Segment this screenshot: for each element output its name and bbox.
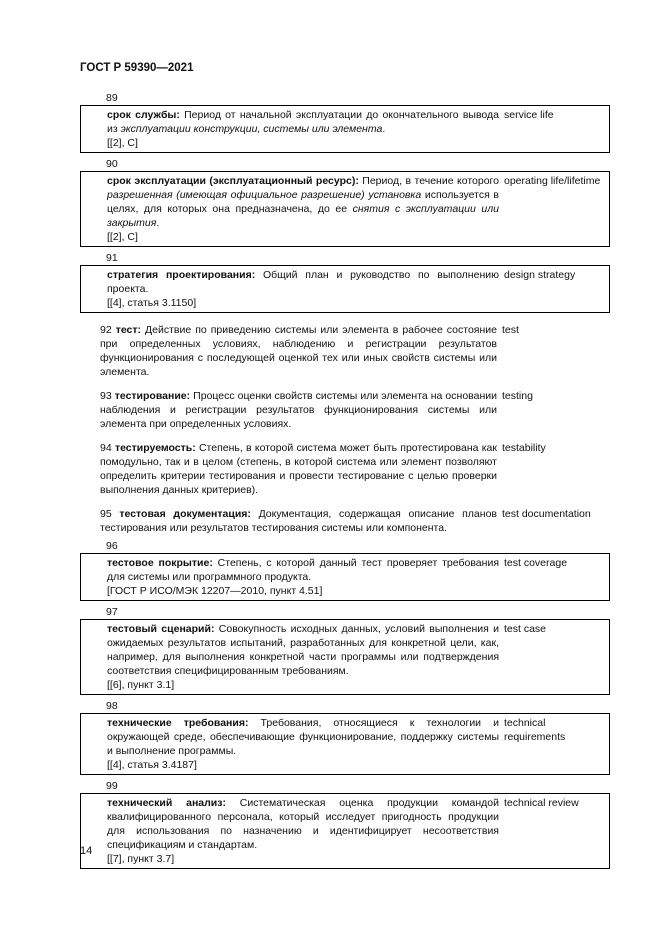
term-name: тестовый сценарий: [107, 623, 215, 635]
term-entry [80, 713, 610, 775]
term-entry [80, 619, 610, 695]
entry-number: 96 [106, 540, 118, 552]
term-definition [80, 441, 497, 497]
definition-text: . [382, 123, 386, 135]
english-equivalent: test coverage [504, 557, 568, 569]
entry-number: 94 [100, 442, 112, 454]
term-name: тест: [115, 324, 142, 336]
entry-spacer [80, 313, 610, 323]
entry-spacer [80, 869, 610, 879]
term-name: срок службы: [107, 109, 180, 121]
english-equivalent: technical requirements [504, 717, 566, 743]
entry-number: 93 [100, 390, 112, 402]
definition-paragraph [87, 268, 499, 296]
definition-paragraph [87, 174, 499, 230]
definition-paragraph [87, 796, 499, 852]
entry-number: 92 [100, 324, 112, 336]
source-reference: [[6], пункт 3.1] [107, 679, 175, 691]
term-entries-list [80, 91, 610, 879]
term-entry [80, 265, 610, 313]
source-reference: [[4], статья 3.1150] [107, 297, 197, 309]
definition-text: Требования, относящиеся к технологии и окружающей среде, обеспечивающие функционирование, поддержку системы и выполнение программы. [107, 717, 499, 757]
definition-text: Степень, в которой система может быть протестирована как помодульно, так и в целом (степень, в которой система или элемент позволяют определить критерии тестирования и провести тестирование с целью проверки выполнения данных критериев). [100, 442, 497, 496]
term-definition [80, 507, 497, 535]
definition-text: используется в целях, для которых она предназначена, до ее [107, 189, 499, 215]
entry-spacer [80, 497, 610, 507]
cross-reference-term: разрешенная (имеющая официальное разрешение) установка [107, 189, 422, 201]
term-name: тестовая документация: [119, 508, 251, 520]
term-definition [87, 796, 499, 866]
term-definition [87, 556, 499, 598]
english-equivalent: test documentation [502, 508, 591, 520]
english-equivalent: testing [502, 390, 533, 402]
entry-spacer [80, 431, 610, 441]
source-reference: [ГОСТ Р ИСО/МЭК 12207—2010, пункт 4.51] [107, 585, 323, 597]
term-name: стратегия проектирования: [107, 269, 256, 281]
entry-number: 90 [106, 158, 118, 170]
entry-spacer [80, 379, 610, 389]
definition-paragraph [80, 507, 497, 535]
term-entry [80, 793, 610, 869]
definition-text: . [156, 217, 160, 229]
entry-number: 89 [106, 92, 118, 104]
source-reference: [[2], C] [107, 137, 138, 149]
term-definition [87, 108, 499, 150]
term-entry [80, 441, 610, 497]
entry-number: 99 [106, 780, 118, 792]
english-equivalent: design strategy [504, 269, 576, 281]
english-equivalent: test [502, 324, 519, 336]
definition-paragraph [80, 441, 497, 497]
definition-text: Общий план и руководство по выполнению проекта. [107, 269, 499, 295]
definition-text: Систематическая оценка продукции командой квалифицированного персонала, который исследует пригодность продукции для использования по назначению и идентифицирует несоответствия спецификациям и стандартам. [107, 797, 500, 851]
term-name: тестовое покрытие: [107, 557, 213, 569]
definition-text: Период от начальной эксплуатации до окончательного вывода из [107, 109, 499, 135]
definition-text: Степень, с которой данный тест проверяет требования для системы или программного продукта. [107, 557, 499, 583]
term-name: технический анализ: [107, 797, 226, 809]
cross-reference-term: снятия с эксплуатации или закрытия [107, 203, 499, 229]
term-entry [80, 389, 610, 431]
definition-paragraph [80, 389, 497, 431]
english-equivalent: service life [504, 109, 554, 121]
entry-number: 91 [106, 252, 118, 264]
term-entry [80, 553, 610, 601]
term-entry [80, 323, 610, 379]
definition-text: Процесс оценки свойств системы или элемента на основании наблюдения и регистрации результатов функционирования системы или элемента при определенных условиях. [100, 390, 497, 430]
term-definition [80, 323, 497, 379]
definition-paragraph [87, 622, 499, 678]
term-name: технические требования: [107, 717, 249, 729]
definition-text: Совокупность исходных данных, условий выполнения и ожидаемых результатов испытаний, разработанных для конкретной цели, как, например, для выполнения конкретной части программы или подтверждения соответствия специфицированным требованиям. [107, 623, 500, 677]
term-name: тестирование: [114, 390, 191, 402]
term-definition [80, 389, 497, 431]
entry-number: 97 [106, 606, 118, 618]
source-reference: [[7], пункт 3.7] [107, 853, 175, 865]
definition-paragraph [87, 556, 499, 584]
source-reference: [[4], статья 3.4187] [107, 759, 197, 771]
document-header: ГОСТ Р 59390—2021 [80, 62, 194, 74]
term-entry [80, 507, 610, 535]
english-equivalent: technical review [504, 797, 579, 809]
entry-number: 98 [106, 700, 118, 712]
term-definition [87, 622, 499, 692]
definition-paragraph [87, 108, 499, 136]
cross-reference-term: эксплуатации конструкции, системы или элемента [120, 123, 383, 135]
english-equivalent: testability [502, 442, 546, 454]
entry-number: 95 [100, 508, 112, 520]
definition-paragraph [80, 323, 497, 379]
definition-text: Документация, содержащая описание планов тестирования или результатов тестирования системы или компонента. [100, 508, 497, 534]
definition-text: Период, в течение которого [358, 175, 499, 187]
english-equivalent: operating life/lifetime [504, 175, 601, 187]
term-name: тестируемость: [114, 442, 196, 454]
english-equivalent: test case [504, 623, 547, 635]
term-entry [80, 105, 610, 153]
page-number: 14 [80, 845, 93, 857]
term-name: срок эксплуатации (эксплуатационный ресурс): [107, 175, 359, 187]
term-entry [80, 171, 610, 247]
term-definition [87, 268, 499, 310]
term-definition [87, 716, 499, 772]
term-definition [87, 174, 499, 244]
definition-paragraph [87, 716, 499, 758]
definition-text: Действие по приведению системы или элемента в рабочее состояние при определенных условиях, наблюдению и регистрации результатов функционирования с последующей оценкой тех или иных свойств системы или элемента. [100, 324, 497, 378]
source-reference: [[2], C] [107, 231, 138, 243]
